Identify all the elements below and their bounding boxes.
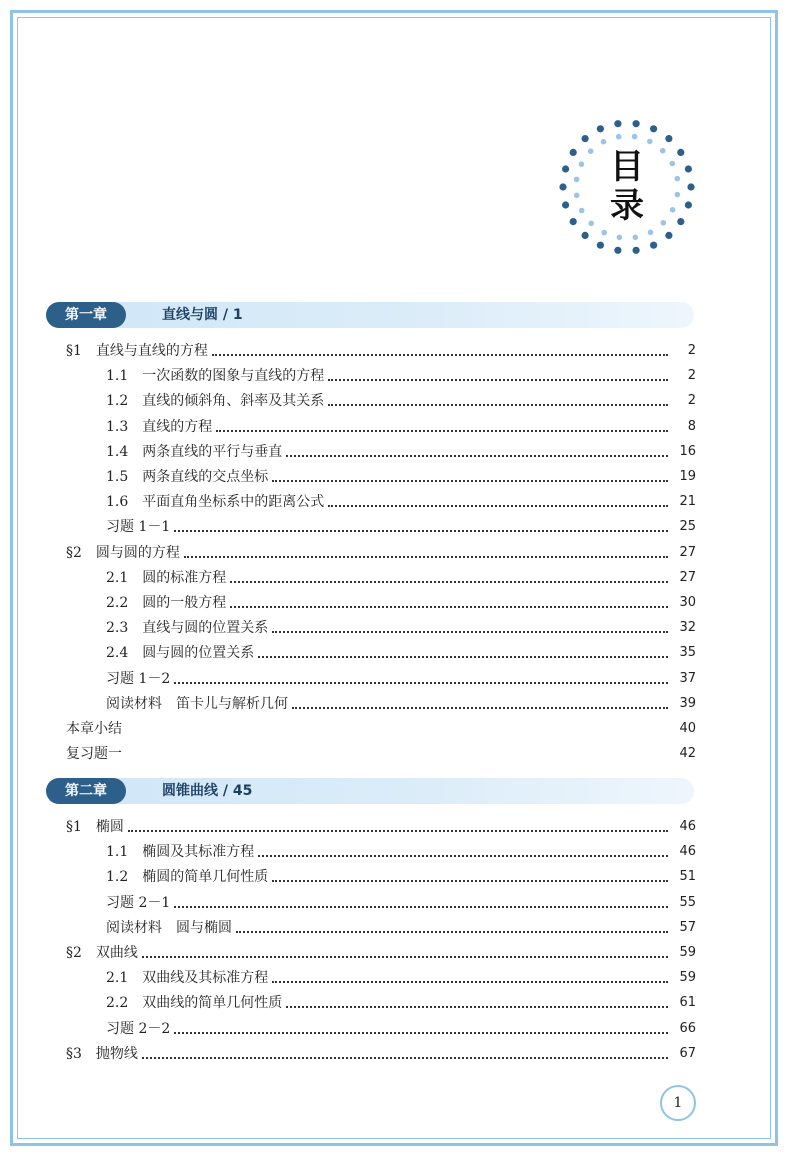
- toc-entry-page: 37: [679, 670, 696, 686]
- toc-leader-dots: [328, 403, 668, 406]
- emblem-dot: [582, 232, 589, 239]
- emblem-dot: [665, 232, 672, 239]
- toc-entry-label: 习题 1－1: [106, 519, 171, 535]
- toc-leader-dots: [174, 681, 668, 684]
- toc-entry: [106, 891, 696, 913]
- toc-leader-dots: [258, 655, 668, 658]
- toc-entry: [106, 991, 696, 1013]
- toc-entry-page: 2: [687, 392, 696, 408]
- toc-entry-label: 1.1 椭圆及其标准方程: [106, 844, 255, 860]
- toc-leader-dots: [174, 1031, 668, 1034]
- toc-entry-page: 32: [679, 619, 696, 635]
- emblem-dot: [601, 139, 607, 145]
- toc-entry: [106, 840, 696, 862]
- toc-entry-label: §1 直线与直线的方程: [66, 343, 208, 359]
- toc-entry: [66, 815, 696, 837]
- toc-entry-page: 27: [679, 544, 696, 560]
- toc-leader-dots: [236, 930, 668, 933]
- toc-entry-page: 55: [679, 894, 696, 910]
- toc-entry-label: 2.2 圆的一般方程: [106, 595, 227, 611]
- toc-entry: [106, 865, 696, 887]
- emblem-dot: [597, 242, 604, 249]
- toc-leader-dots: [328, 504, 668, 507]
- toc-entry: [106, 667, 696, 689]
- toc-entry-label: 阅读材料 笛卡儿与解析几何: [106, 696, 288, 712]
- toc-entry: [106, 364, 696, 386]
- emblem-dot: [633, 235, 639, 241]
- toc-entry: [106, 566, 696, 588]
- toc-entry-label: 本章小结: [66, 721, 122, 737]
- toc-leader-dots: [184, 555, 668, 558]
- toc-entry: [106, 591, 696, 613]
- toc-leader-dots: [142, 955, 668, 958]
- toc-entry-page: 30: [679, 594, 696, 610]
- emblem-dot: [665, 135, 672, 142]
- toc-entry-page: 40: [679, 720, 696, 736]
- toc-entry-label: 2.1 圆的标准方程: [106, 570, 227, 586]
- emblem-char-1: 目: [610, 147, 644, 187]
- toc-entry-page: 16: [679, 443, 696, 459]
- toc-entry-label: 复习题一: [66, 746, 122, 762]
- toc-leader-dots: [216, 429, 668, 432]
- emblem-dot: [597, 125, 604, 132]
- toc-entry-page: 66: [679, 1020, 696, 1036]
- emblem-dot: [614, 120, 621, 127]
- toc-leader-dots: [212, 353, 668, 356]
- emblem-dot: [601, 230, 607, 236]
- toc-entry-page: 21: [679, 493, 696, 509]
- toc-leader-dots: [142, 1056, 668, 1059]
- toc-entry-label: 习题 2－2: [106, 1021, 171, 1037]
- toc-entry-label: §2 双曲线: [66, 945, 138, 961]
- toc-entry-label: 1.1 一次函数的图象与直线的方程: [106, 368, 325, 384]
- chapter-title: 圆锥曲线 / 45: [162, 783, 253, 799]
- toc-entry-label: 阅读材料 圆与椭圆: [106, 920, 232, 936]
- chapter-badge: 第二章: [46, 778, 126, 804]
- emblem-char-2: 录: [610, 186, 644, 226]
- toc-entry: [106, 440, 696, 462]
- toc-entry: [106, 389, 696, 411]
- toc-entry-label: 习题 1－2: [106, 671, 171, 687]
- toc-leader-dots: [292, 706, 668, 709]
- toc-leader-dots: [286, 1005, 668, 1008]
- toc-entry-label: 1.2 椭圆的简单几何性质: [106, 869, 269, 885]
- toc-entry-page: 51: [679, 868, 696, 884]
- toc-entry-page: 27: [679, 569, 696, 585]
- toc-entry: [106, 692, 696, 714]
- toc-entry: [66, 1042, 696, 1064]
- emblem-dot: [616, 134, 622, 140]
- emblem-dot: [648, 230, 654, 236]
- toc-entry: [106, 415, 696, 437]
- toc-entry: [106, 1017, 696, 1039]
- toc-entry: [106, 515, 696, 537]
- toc-entry-label: 1.3 直线的方程: [106, 419, 213, 435]
- toc-entry: [66, 339, 696, 361]
- chapter-title: 直线与圆 / 1: [162, 307, 243, 323]
- contents-emblem: [558, 118, 696, 256]
- page-number: 1: [660, 1085, 696, 1121]
- toc-entry-page: 67: [679, 1045, 696, 1061]
- toc-leader-dots: [174, 529, 668, 532]
- toc-entry: [66, 717, 696, 739]
- toc-entry: [106, 490, 696, 512]
- toc-entry-page: 59: [679, 944, 696, 960]
- toc-entry-label: §1 椭圆: [66, 819, 124, 835]
- toc-entry: [66, 742, 696, 764]
- chapter-badge: 第一章: [46, 302, 126, 328]
- toc-entry-page: 59: [679, 969, 696, 985]
- toc-entry: [66, 541, 696, 563]
- toc-entry-page: 25: [679, 518, 696, 534]
- emblem-dot: [632, 134, 638, 140]
- toc-entry-page: 46: [679, 818, 696, 834]
- toc-entry-label: 2.4 圆与圆的位置关系: [106, 645, 255, 661]
- toc-entry-label: 2.1 双曲线及其标准方程: [106, 970, 269, 986]
- toc-entry-label: 2.2 双曲线的简单几何性质: [106, 995, 283, 1011]
- emblem-dot: [617, 235, 623, 241]
- toc-entry-page: 8: [687, 418, 696, 434]
- toc-leader-dots: [272, 630, 668, 633]
- toc-entry-label: 1.4 两条直线的平行与垂直: [106, 444, 283, 460]
- toc-entry-label: 习题 2－1: [106, 895, 171, 911]
- toc-leader-dots: [258, 854, 668, 857]
- toc-leader-dots: [286, 454, 668, 457]
- toc-leader-dots: [272, 879, 668, 882]
- toc-leader-dots: [230, 605, 668, 608]
- toc-leader-dots: [272, 479, 668, 482]
- toc-entry-page: 46: [679, 843, 696, 859]
- toc-entry-label: 1.2 直线的倾斜角、斜率及其关系: [106, 393, 325, 409]
- toc-leader-dots: [272, 980, 668, 983]
- emblem-dot: [650, 125, 657, 132]
- emblem-dot: [614, 247, 621, 254]
- toc-entry-label: 1.5 两条直线的交点坐标: [106, 469, 269, 485]
- emblem-dot: [650, 242, 657, 249]
- toc-entry: [66, 941, 696, 963]
- toc-entry-page: 19: [679, 468, 696, 484]
- toc-entry: [106, 916, 696, 938]
- toc-entry-label: §3 抛物线: [66, 1046, 138, 1062]
- toc-entry-label: §2 圆与圆的方程: [66, 545, 180, 561]
- toc-entry: [106, 465, 696, 487]
- chapter-header: [46, 778, 694, 804]
- toc-entry: [106, 641, 696, 663]
- toc-entry-label: 2.3 直线与圆的位置关系: [106, 620, 269, 636]
- toc-entry-label: 1.6 平面直角坐标系中的距离公式: [106, 494, 325, 510]
- emblem-dot: [647, 139, 653, 145]
- toc-entry-page: 2: [687, 342, 696, 358]
- toc-entry-page: 2: [687, 367, 696, 383]
- chapter-header: [46, 302, 694, 328]
- toc-entry-page: 42: [679, 745, 696, 761]
- toc-entry-page: 35: [679, 644, 696, 660]
- toc-leader-dots: [328, 378, 668, 381]
- emblem-dot: [582, 135, 589, 142]
- toc-leader-dots: [174, 905, 668, 908]
- toc-entry-page: 57: [679, 919, 696, 935]
- emblem-dot: [633, 120, 640, 127]
- toc-entry: [106, 616, 696, 638]
- toc-entry-page: 39: [679, 695, 696, 711]
- emblem-dot: [633, 247, 640, 254]
- toc-leader-dots: [128, 829, 668, 832]
- toc-entry: [106, 966, 696, 988]
- toc-leader-dots: [126, 732, 668, 733]
- toc-entry-page: 61: [679, 994, 696, 1010]
- toc-leader-dots: [230, 580, 668, 583]
- toc-leader-dots: [126, 757, 668, 758]
